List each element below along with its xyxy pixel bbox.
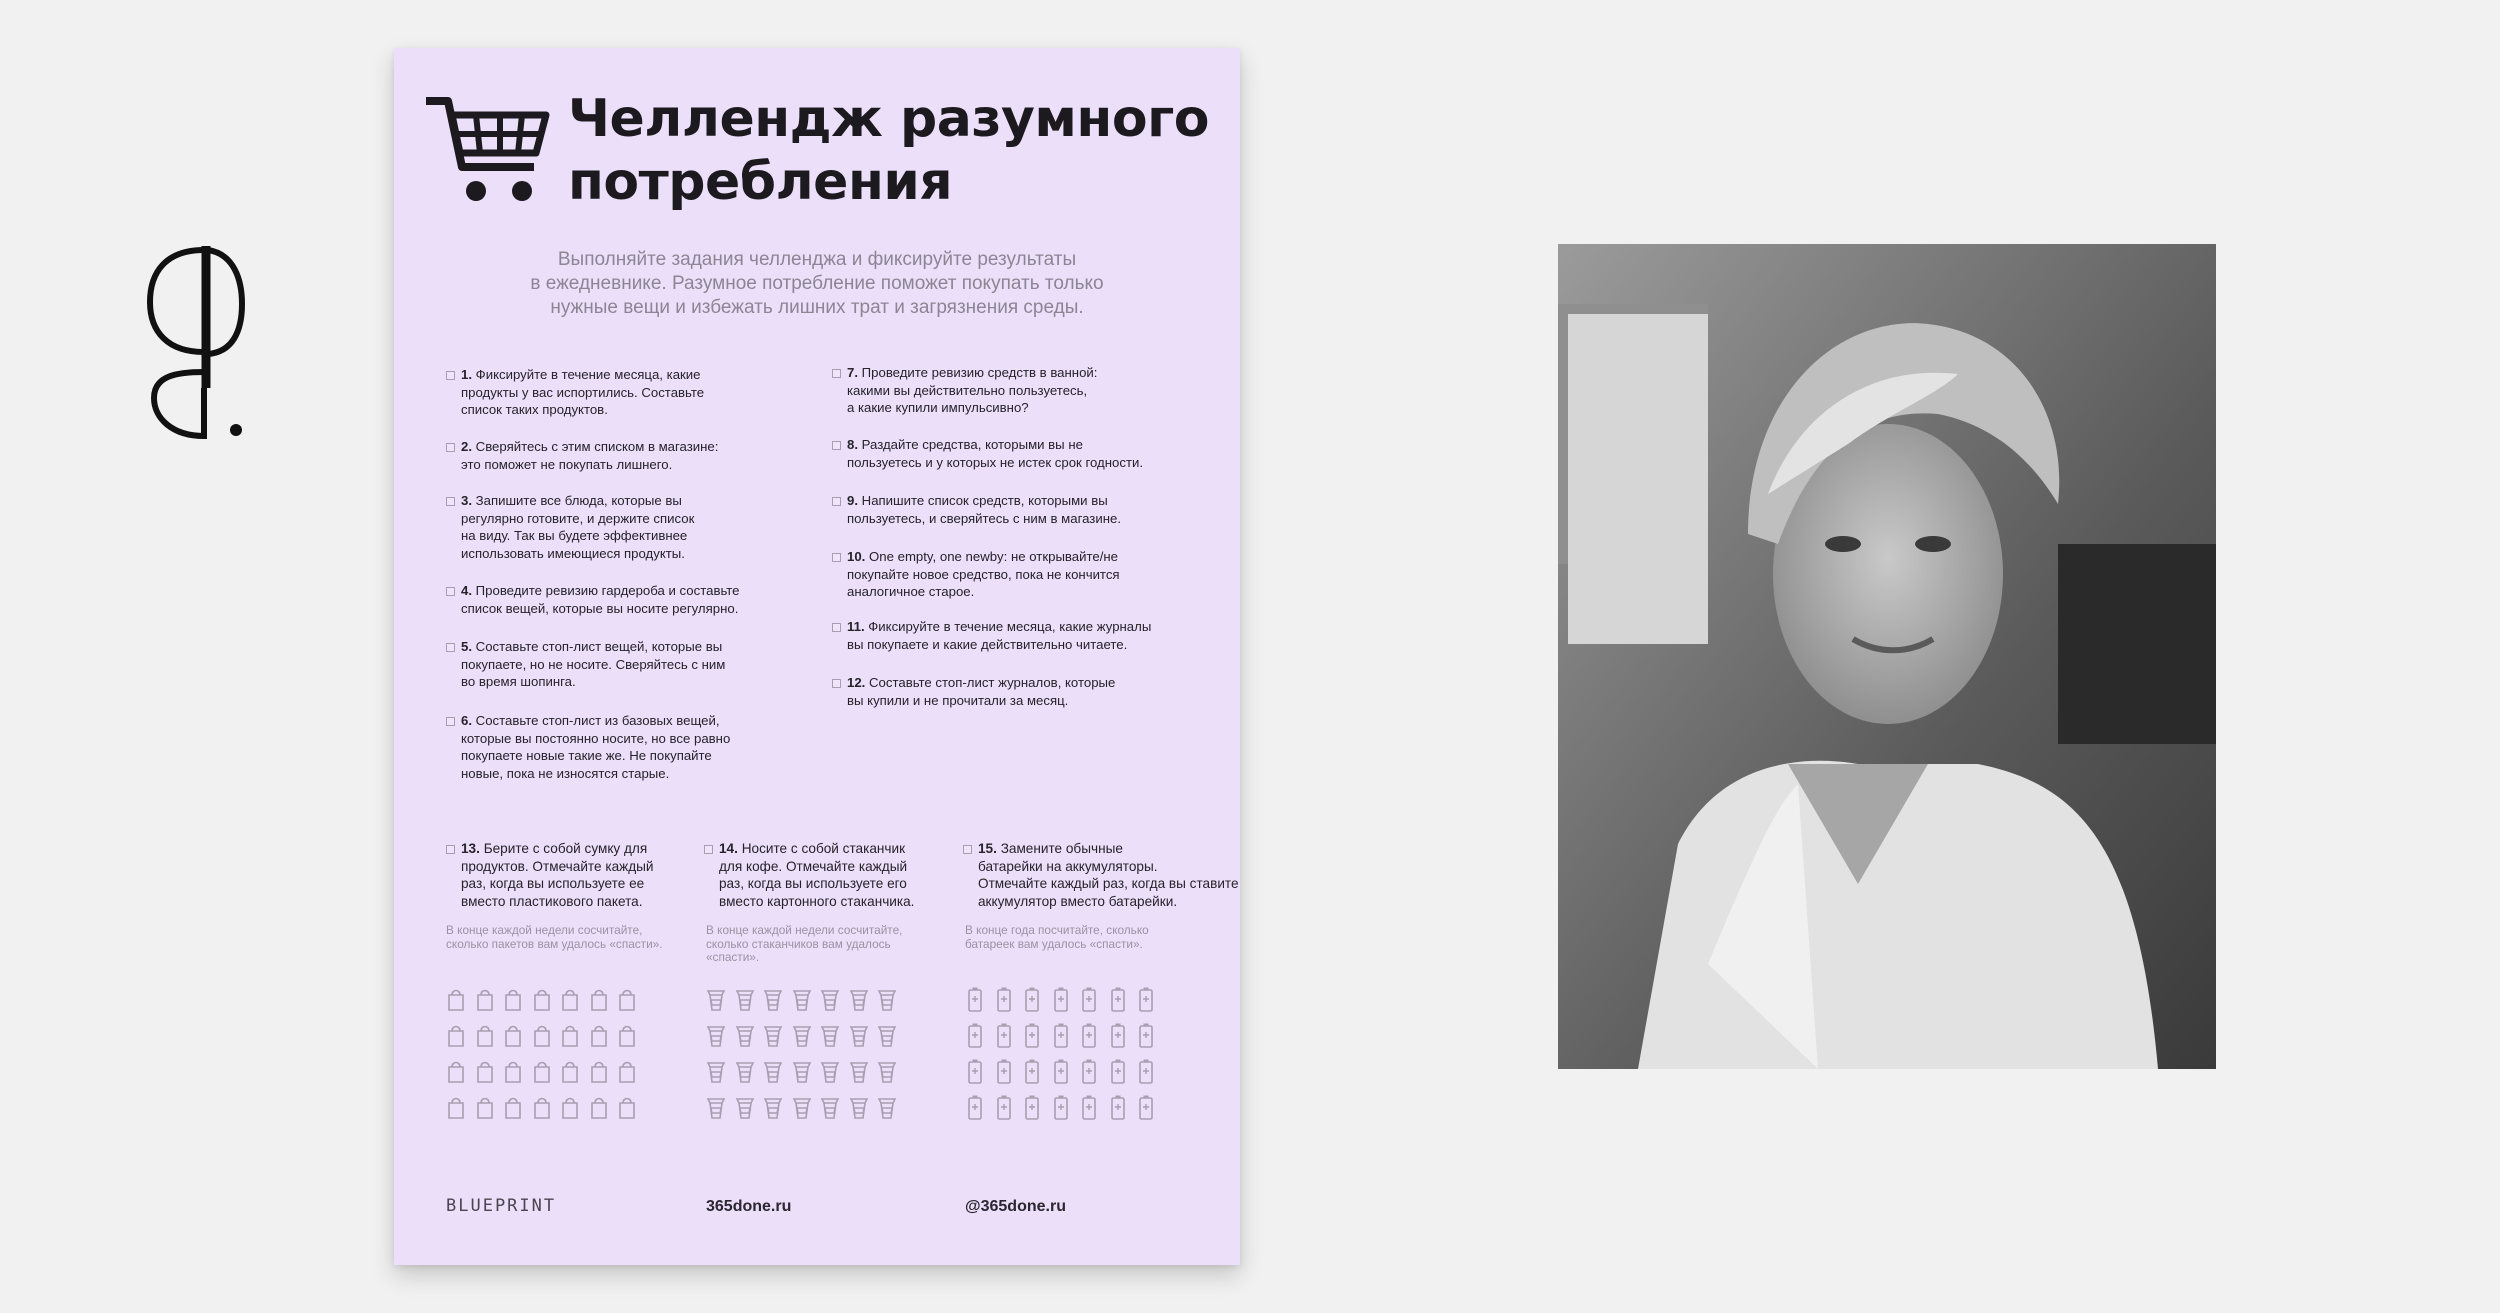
shopping-bag-icon[interactable] [617, 1022, 637, 1048]
shopping-bag-icon[interactable] [475, 986, 495, 1012]
task-number: 9. [847, 493, 858, 508]
task-number: 7. [847, 365, 858, 380]
battery-icon[interactable] [1136, 1058, 1156, 1084]
checkbox[interactable] [446, 443, 455, 452]
checkbox[interactable] [704, 845, 713, 854]
battery-icon[interactable] [1051, 986, 1071, 1012]
shopping-bag-icon[interactable] [503, 1094, 523, 1120]
task-15-note: В конце года посчитайте, сколько батареек вам удалось «спасти». [965, 923, 1149, 951]
shopping-bag-icon[interactable] [589, 1022, 609, 1048]
coffee-cup-icon[interactable] [735, 1094, 755, 1120]
shopping-bag-icon[interactable] [560, 986, 580, 1012]
task-number: 4. [461, 583, 472, 598]
coffee-cup-icon[interactable] [706, 1058, 726, 1084]
checkbox[interactable] [446, 643, 455, 652]
shopping-bag-icon[interactable] [617, 1094, 637, 1120]
portrait-image [1558, 244, 2216, 1069]
coffee-cup-icon[interactable] [706, 1094, 726, 1120]
battery-icon[interactable] [1079, 1058, 1099, 1084]
checkbox[interactable] [446, 587, 455, 596]
shopping-cart-icon [422, 93, 552, 208]
task-number: 12. [847, 675, 866, 690]
task-number: 3. [461, 493, 472, 508]
coffee-cup-icon[interactable] [706, 986, 726, 1012]
task-11: 11. Фиксируйте в течение месяца, какие журналы вы покупаете и какие действительно читаете. [832, 618, 1151, 653]
coffee-cup-icon[interactable] [792, 986, 812, 1012]
checkbox[interactable] [832, 369, 841, 378]
task-number: 2. [461, 439, 472, 454]
battery-icon[interactable] [965, 1022, 985, 1048]
shopping-bag-icon[interactable] [446, 986, 466, 1012]
title-line-2: потребления [568, 152, 953, 212]
coffee-cup-icon[interactable] [735, 1022, 755, 1048]
battery-icon[interactable] [1079, 1094, 1099, 1120]
checkbox[interactable] [446, 497, 455, 506]
task-number: 14. [719, 841, 738, 856]
task-number: 13. [461, 841, 480, 856]
battery-icon[interactable] [965, 1094, 985, 1120]
checkbox[interactable] [963, 845, 972, 854]
shopping-bag-icon[interactable] [532, 1022, 552, 1048]
task-number: 8. [847, 437, 858, 452]
battery-icon[interactable] [1108, 1022, 1128, 1048]
coffee-cup-icon[interactable] [763, 986, 783, 1012]
shopping-bag-icon[interactable] [475, 1094, 495, 1120]
poster-title [568, 88, 1228, 214]
shopping-bag-icon[interactable] [560, 1022, 580, 1048]
coffee-cup-icon[interactable] [735, 986, 755, 1012]
portrait-photo [1558, 244, 2216, 1069]
checkbox[interactable] [832, 497, 841, 506]
task-14-note: В конце каждой недели сосчитайте, сколько стаканчиков вам удалось «спасти». [706, 923, 903, 964]
coffee-cup-icon[interactable] [763, 1022, 783, 1048]
battery-icon[interactable] [1022, 986, 1042, 1012]
battery-icon[interactable] [994, 1058, 1014, 1084]
battery-icon[interactable] [994, 1022, 1014, 1048]
task-number: 5. [461, 639, 472, 654]
coffee-cup-icon[interactable] [877, 986, 897, 1012]
coffee-cup-icon[interactable] [849, 1058, 869, 1084]
task-15: 15. Замените обычные батарейки на аккумуляторы. Отмечайте каждый раз, когда вы ставите аккумулятор вместо батарейки. [963, 840, 1239, 910]
coffee-cup-icon[interactable] [792, 1058, 812, 1084]
battery-icon[interactable] [1136, 986, 1156, 1012]
checkbox[interactable] [832, 623, 841, 632]
battery-icon[interactable] [1051, 1022, 1071, 1048]
checkbox[interactable] [832, 679, 841, 688]
battery-icon[interactable] [965, 1058, 985, 1084]
checkbox[interactable] [832, 553, 841, 562]
poster-intro [474, 248, 1160, 320]
battery-icon[interactable] [1079, 1022, 1099, 1048]
task-4: 4. Проведите ревизию гардероба и составьте список вещей, которые вы носите регулярно. [446, 582, 740, 617]
shopping-bag-icon[interactable] [532, 986, 552, 1012]
coffee-cup-icon[interactable] [820, 1022, 840, 1048]
intro-line: нужные вещи и избежать лишних трат и загрязнения среды. [550, 297, 1084, 318]
battery-icon[interactable] [1051, 1094, 1071, 1120]
shopping-bag-icon[interactable] [589, 1094, 609, 1120]
coffee-cup-icon[interactable] [877, 1094, 897, 1120]
intro-line: в ежедневнике. Разумное потребление поможет покупать только [530, 273, 1104, 294]
checkbox[interactable] [446, 717, 455, 726]
task-3: 3. Запишите все блюда, которые вы регулярно готовите, и держите список на виду. Так вы будете эффективнее использовать имеющиеся продукты. [446, 492, 694, 562]
task-number: 1. [461, 367, 472, 382]
task-13: 13. Берите с собой сумку для продуктов. Отмечайте каждый раз, когда вы используете ее вместо пластикового пакета. [446, 840, 654, 910]
battery-icon[interactable] [1108, 1058, 1128, 1084]
battery-icon[interactable] [994, 1094, 1014, 1120]
task-9: 9. Напишите список средств, которыми вы пользуетесь, и сверяйтесь с ним в магазине. [832, 492, 1121, 527]
challenge-poster [394, 48, 1240, 1265]
battery-icon[interactable] [1136, 1022, 1156, 1048]
battery-icon[interactable] [1079, 986, 1099, 1012]
coffee-cup-icon[interactable] [706, 1022, 726, 1048]
battery-icon[interactable] [1022, 1022, 1042, 1048]
checkbox[interactable] [832, 441, 841, 450]
coffee-cup-icon[interactable] [849, 986, 869, 1012]
task-number: 6. [461, 713, 472, 728]
battery-icon[interactable] [1051, 1058, 1071, 1084]
shopping-bag-icon[interactable] [589, 1058, 609, 1084]
social-handle[interactable]: @365done.ru [965, 1198, 1066, 1215]
cup-tracker-grid [706, 986, 897, 1120]
task-number: 10. [847, 549, 866, 564]
shopping-bag-icon[interactable] [617, 986, 637, 1012]
shopping-bag-icon[interactable] [503, 1058, 523, 1084]
blueprint-logo: BLUEPRINT [446, 1196, 557, 1216]
shopping-bag-icon[interactable] [532, 1058, 552, 1084]
battery-icon[interactable] [1022, 1094, 1042, 1120]
task-1: 1. Фиксируйте в течение месяца, какие продукты у вас испортились. Составьте список таких продуктов. [446, 366, 704, 419]
shopping-bag-icon[interactable] [532, 1094, 552, 1120]
coffee-cup-icon[interactable] [763, 1058, 783, 1084]
checkbox[interactable] [446, 845, 455, 854]
task-6: 6. Составьте стоп-лист из базовых вещей, которые вы постоянно носите, но все равно покупаете новые такие же. Не покупайте новые, пока не износятся старые. [446, 712, 730, 782]
shopping-bag-icon[interactable] [560, 1058, 580, 1084]
coffee-cup-icon[interactable] [849, 1094, 869, 1120]
battery-icon[interactable] [994, 986, 1014, 1012]
battery-icon[interactable] [965, 986, 985, 1012]
shopping-bag-icon[interactable] [475, 1058, 495, 1084]
task-2: 2. Сверяйтесь с этим списком в магазине: это поможет не покупать лишнего. [446, 438, 718, 473]
intro-line: Выполняйте задания челленджа и фиксируйте результаты [557, 249, 1077, 270]
shopping-bag-icon[interactable] [475, 1022, 495, 1048]
title-line-1: Челлендж разумного [568, 89, 1209, 149]
task-number: 15. [978, 841, 997, 856]
shopping-bag-icon[interactable] [503, 986, 523, 1012]
coffee-cup-icon[interactable] [820, 1058, 840, 1084]
shopping-bag-icon[interactable] [446, 1058, 466, 1084]
coffee-cup-icon[interactable] [763, 1094, 783, 1120]
task-14: 14. Носите с собой стаканчик для кофе. Отмечайте каждый раз, когда вы используете его вместо картонного стаканчика. [704, 840, 914, 910]
battery-tracker-grid [965, 986, 1156, 1120]
task-8: 8. Раздайте средства, которыми вы не пользуетесь и у которых не истек срок годности. [832, 436, 1143, 471]
bag-tracker-grid [446, 986, 637, 1120]
coffee-cup-icon[interactable] [820, 1094, 840, 1120]
battery-icon[interactable] [1136, 1094, 1156, 1120]
coffee-cup-icon[interactable] [735, 1058, 755, 1084]
shopping-bag-icon[interactable] [617, 1058, 637, 1084]
task-7: 7. Проведите ревизию средств в ванной: какими вы действительно пользуетесь, а какие купили импульсивно? [832, 364, 1097, 417]
coffee-cup-icon[interactable] [792, 1094, 812, 1120]
task-number: 11. [847, 619, 865, 634]
coffee-cup-icon[interactable] [877, 1058, 897, 1084]
shopping-bag-icon[interactable] [560, 1094, 580, 1120]
coffee-cup-icon[interactable] [849, 1022, 869, 1048]
checkbox[interactable] [446, 371, 455, 380]
shopping-bag-icon[interactable] [446, 1094, 466, 1120]
coffee-cup-icon[interactable] [792, 1022, 812, 1048]
coffee-cup-icon[interactable] [877, 1022, 897, 1048]
battery-icon[interactable] [1108, 986, 1128, 1012]
battery-icon[interactable] [1108, 1094, 1128, 1120]
shopping-bag-icon[interactable] [589, 986, 609, 1012]
task-13-note: В конце каждой недели сосчитайте, сколько пакетов вам удалось «спасти». [446, 923, 663, 951]
site-link[interactable]: 365done.ru [706, 1198, 792, 1215]
logo-monogram-icon [146, 240, 246, 445]
task-10: 10. One empty, one newby: не открывайте/не покупайте новое средство, пока не кончится аналогичное старое. [832, 548, 1120, 601]
task-5: 5. Составьте стоп-лист вещей, которые вы покупаете, но не носите. Сверяйтесь с ним во время шопинга. [446, 638, 725, 691]
shopping-bag-icon[interactable] [446, 1022, 466, 1048]
shopping-bag-icon[interactable] [503, 1022, 523, 1048]
coffee-cup-icon[interactable] [820, 986, 840, 1012]
task-12: 12. Составьте стоп-лист журналов, которые вы купили и не прочитали за месяц. [832, 674, 1115, 709]
battery-icon[interactable] [1022, 1058, 1042, 1084]
